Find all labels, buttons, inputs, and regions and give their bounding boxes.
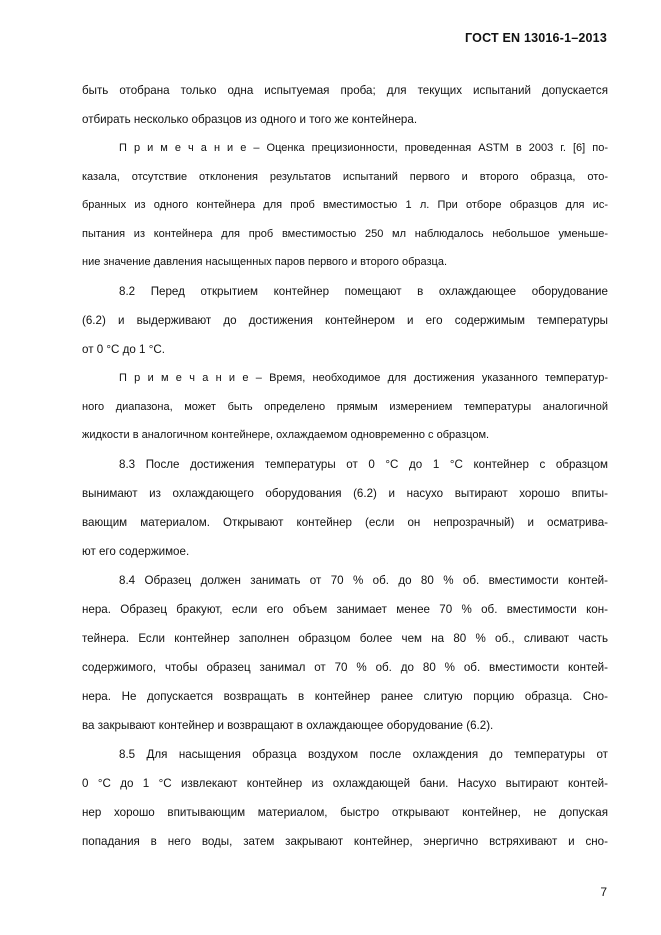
note-line: жидкости в аналогичном контейнере, охлаждаемом одновременно с образцом.: [82, 429, 490, 442]
paragraph-line: 8.4 Образец должен занимать от 70 % об. до 80 % об. вместимости контей-: [119, 573, 608, 587]
paragraph-line: попадания в него воды, затем закрывают контейнер, энергично встряхивают и сно-: [82, 834, 608, 848]
paragraph-line: нера. Образец бракуют, если его объем занимает менее 70 % об. вместимости кон-: [82, 602, 608, 616]
paragraph-line: нер хорошо впитывающим материалом, быстро открывают контейнер, не допуская: [82, 805, 608, 819]
note-line: пытания из контейнера для проб вместимостью 250 мл наблюдалось небольшое уменьше-: [82, 227, 608, 240]
paragraph-line: 0 °С до 1 °С извлекают контейнер из охлаждающей бани. Насухо вытирают контей-: [82, 776, 608, 790]
paragraph-line: нера. Не допускается возвращать в контейнер ранее слитую порцию образца. Сно-: [82, 689, 608, 703]
paragraph-line: содержимого, чтобы образец занимал от 70 % об. до 80 % об. вместимости контей-: [82, 660, 608, 674]
note-line: казала, отсутствие отклонения результатов испытаний первого и второго образца, ото-: [82, 170, 608, 183]
note-line: П р и м е ч а н и е – Оценка прецизионности, проведенная ASTM в 2003 г. [6] по-: [119, 142, 608, 154]
paragraph-line: (6.2) и выдерживают до достижения контейнером и его содержимым температуры: [82, 313, 608, 327]
paragraph-line: ют его содержимое.: [82, 544, 190, 558]
paragraph-line: 8.5 Для насыщения образца воздухом после охлаждения до температуры от: [119, 747, 608, 761]
paragraph-line: быть отобрана только одна испытуемая проба; для текущих испытаний допускается: [82, 84, 608, 97]
note-line: бранных из одного контейнера для проб вместимостью 1 л. При отборе образцов для ис-: [82, 199, 608, 212]
document-body: [82, 76, 608, 856]
paragraph-line: от 0 °С до 1 °С.: [82, 342, 165, 356]
paragraph-line: тейнера. Если контейнер заполнен образцом более чем на 80 % об., сливают часть: [82, 631, 608, 645]
paragraph-line: вающим материалом. Открывают контейнер (если он непрозрачный) и осматрива-: [82, 515, 608, 529]
paragraph-line: отбирать несколько образцов из одного и того же контейнера.: [82, 113, 418, 126]
page-number: 7: [600, 885, 607, 899]
paragraph-line: вынимают из охлаждающего оборудования (6.2) и насухо вытирают хорошо впиты-: [82, 486, 608, 500]
note-line: П р и м е ч а н и е – Время, необходимое для достижения указанного температур-: [119, 371, 608, 384]
paragraph-line: 8.3 После достижения температуры от 0 °С до 1 °С контейнер с образцом: [119, 457, 608, 471]
note-line: ного диапазона, может быть определено прямым измерением температуры аналогичной: [82, 400, 608, 413]
paragraph-line: ва закрывают контейнер и возвращают в охлаждающее оборудование (6.2).: [82, 718, 494, 732]
document-standard-id: ГОСТ EN 13016-1–2013: [465, 31, 607, 45]
paragraph-line: 8.2 Перед открытием контейнер помещают в охлаждающее оборудование: [119, 284, 608, 298]
note-line: ние значение давления насыщенных паров первого и второго образца.: [82, 256, 448, 269]
